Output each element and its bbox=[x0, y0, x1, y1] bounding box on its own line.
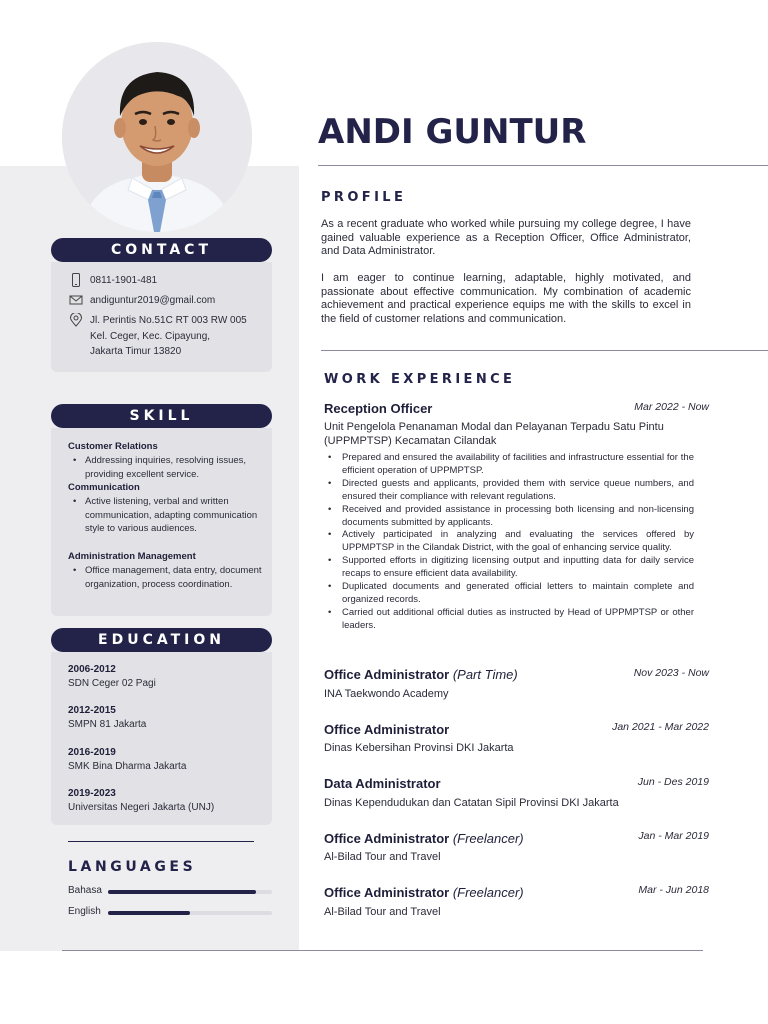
job-date: Jun - Des 2019 bbox=[637, 776, 709, 788]
profile-divider bbox=[321, 350, 768, 351]
location-pin-icon bbox=[69, 313, 83, 327]
job-date: Nov 2023 - Now bbox=[633, 667, 709, 679]
job-title bbox=[324, 831, 524, 846]
language-level-bar bbox=[108, 911, 272, 915]
name-divider bbox=[318, 165, 768, 166]
skill-group-title: Communication bbox=[68, 482, 140, 493]
skill-list bbox=[68, 454, 263, 481]
education-years: 2016-2019 bbox=[68, 747, 116, 758]
duty-item: • Carried out additional official duties as instructed by Head of UPPMPTSP or other leaders. bbox=[324, 607, 694, 633]
education-school: SMK Bina Dharma Jakarta bbox=[68, 761, 187, 772]
education-school: SDN Ceger 02 Pagi bbox=[68, 678, 156, 689]
contact-card bbox=[51, 262, 272, 372]
profile-paragraph: As a recent graduate who worked while pursuing my college degree, I have gained valuable experience as a Reception Officer, Office Administrator, and Data Administrator. bbox=[321, 218, 691, 258]
skill-item: • Office management, data entry, document organization, process coordination. bbox=[68, 564, 263, 591]
job-organization: Unit Pengelola Penanaman Modal dan Pelayanan Terpadu Satu Pintu (UPPMPTSP) Kecamatan Cilandak bbox=[324, 421, 664, 447]
education-heading: EDUCATION bbox=[51, 628, 272, 652]
profile-photo bbox=[62, 42, 252, 232]
job-organization: Dinas Kependudukan dan Catatan Sipil Provinsi DKI Jakarta bbox=[324, 797, 619, 809]
address-line: Kel. Ceger, Kec. Cipayung, bbox=[90, 330, 211, 342]
language-level-fill bbox=[108, 911, 190, 915]
education-years: 2006-2012 bbox=[68, 664, 116, 675]
address-line: Jl. Perintis No.51C RT 003 RW 005 bbox=[90, 315, 247, 326]
language-level-bar bbox=[108, 890, 272, 894]
skill-group-title: Customer Relations bbox=[68, 441, 158, 452]
duty-item: • Prepared and ensured the availability of facilities and infrastructure essential for the efficient operation of UPPMPTSP. bbox=[324, 452, 694, 478]
job-title-text: Office Administrator bbox=[324, 722, 450, 737]
job-title bbox=[324, 667, 518, 682]
candidate-name: ANDI GUNTUR bbox=[318, 112, 587, 152]
phone-icon bbox=[69, 273, 83, 287]
job-organization: Al-Bilad Tour and Travel bbox=[324, 851, 441, 863]
mail-icon bbox=[69, 293, 83, 307]
duty-item: • Actively participated in analyzing and evaluating the services offered by UPPMPTSP in the Cilandak District, with the goal of enhancing service quality. bbox=[324, 529, 694, 555]
footer-divider bbox=[62, 950, 703, 951]
job-date: Jan - Mar 2019 bbox=[638, 830, 709, 842]
profile-paragraph: I am eager to continue learning, adaptable, highly motivated, and passionate about effective communication. My combination of academic achievement and practical experience equips me with the skills to excel in the field of customer relations and communication. bbox=[321, 272, 691, 325]
skill-list bbox=[68, 564, 263, 591]
job-date: Jan 2021 - Mar 2022 bbox=[612, 721, 709, 733]
job-title-text: Reception Officer bbox=[324, 401, 433, 416]
education-school: Universitas Negeri Jakarta (UNJ) bbox=[68, 802, 215, 813]
address-text bbox=[90, 313, 270, 360]
job-title bbox=[324, 401, 432, 416]
skill-item: • Addressing inquiries, resolving issues, providing excellent service. bbox=[68, 454, 263, 481]
job-qualifier: (Freelancer) bbox=[452, 885, 524, 900]
address-line: Jakarta Timur 13820 bbox=[90, 346, 182, 357]
job-title-text: Office Administrator bbox=[324, 885, 450, 900]
education-years: 2019-2023 bbox=[68, 788, 116, 799]
duty-item: • Supported efforts in digitizing licensing output and inputting data for daily service recaps to ensure efficient data availability. bbox=[324, 555, 694, 581]
job-date: Mar 2022 - Now bbox=[634, 401, 709, 413]
job-date: Mar - Jun 2018 bbox=[638, 884, 709, 896]
job-title-text: Data Administrator bbox=[324, 776, 441, 791]
education-years: 2012-2015 bbox=[68, 705, 116, 716]
contact-heading: CONTACT bbox=[51, 238, 272, 262]
education-card bbox=[51, 652, 272, 825]
duty-item: • Received and provided assistance in processing both licensing and non-licensing documents submitted by applicants. bbox=[324, 504, 694, 530]
job-title bbox=[324, 722, 449, 737]
languages-heading: LANGUAGES bbox=[68, 859, 197, 875]
job-title-text: Office Administrator bbox=[324, 667, 450, 682]
languages-divider bbox=[68, 841, 254, 842]
phone-text: 0811-1901-481 bbox=[90, 275, 158, 286]
job-title bbox=[324, 776, 441, 791]
skill-list bbox=[68, 495, 263, 536]
language-level-fill bbox=[108, 890, 256, 894]
job-organization: INA Taekwondo Academy bbox=[324, 688, 449, 700]
skill-card bbox=[51, 428, 272, 616]
job-title-text: Office Administrator bbox=[324, 831, 450, 846]
skill-item: • Active listening, verbal and written communication, adapting communication style to various audiences. bbox=[68, 495, 263, 536]
job-qualifier: (Freelancer) bbox=[452, 831, 524, 846]
duty-item: • Directed guests and applicants, provided them with service queue numbers, and ensured their compliance with relevant regulations. bbox=[324, 478, 694, 504]
language-name: English bbox=[68, 906, 101, 917]
job-qualifier: (Part Time) bbox=[452, 667, 518, 682]
skill-heading: SKILL bbox=[51, 404, 272, 428]
person-portrait-icon bbox=[62, 42, 252, 232]
job-organization: Dinas Kebersihan Provinsi DKI Jakarta bbox=[324, 742, 514, 754]
skill-group-title: Administration Management bbox=[68, 551, 196, 562]
profile-heading: PROFILE bbox=[321, 190, 407, 205]
work-experience-heading: WORK EXPERIENCE bbox=[324, 372, 516, 387]
language-name: Bahasa bbox=[68, 885, 102, 896]
job-duties bbox=[324, 452, 694, 633]
email-text: andiguntur2019@gmail.com bbox=[90, 295, 216, 306]
duty-item: • Duplicated documents and generated official letters to maintain complete and organized records. bbox=[324, 581, 694, 607]
education-school: SMPN 81 Jakarta bbox=[68, 719, 147, 730]
job-title bbox=[324, 885, 524, 900]
job-organization: Al-Bilad Tour and Travel bbox=[324, 906, 441, 918]
